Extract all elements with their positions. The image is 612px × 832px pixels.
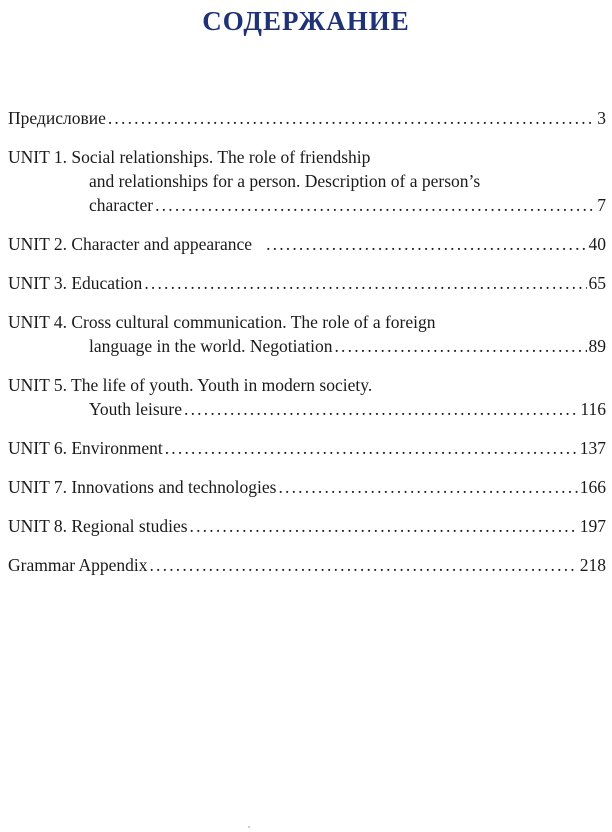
toc-entry-title: UNIT 8. Regional studies [8,516,188,536]
dot-leader [144,271,586,295]
toc-entry-line [8,106,606,130]
toc-entry-title: Youth leisure [89,399,183,419]
toc-page-number: 89 [588,336,606,356]
toc-entry-unit-4[interactable] [8,310,606,358]
dot-leader [184,397,578,421]
toc-entry-preface[interactable] [8,106,606,130]
toc-entry-line [8,436,606,460]
dot-leader [108,106,595,130]
toc-entry-unit-2[interactable] [8,232,606,256]
dot-leader [165,436,578,460]
toc-entry-title: Предисловие [8,108,106,128]
page-title: СОДЕРЖАНИЕ [202,6,410,36]
toc-entry-title: character [89,195,154,215]
toc-entry-unit-3[interactable] [8,271,606,295]
toc-entry-title: UNIT 2. Character and appearance [8,234,253,254]
toc-entry-unit-1[interactable] [8,145,606,217]
toc-entry-grammar-appendix[interactable] [8,553,606,577]
toc-entry-line [8,193,606,217]
toc-page-number: 197 [579,516,606,536]
toc-page-number: 7 [597,195,606,215]
toc-entry-title: language in the world. Negotiation [89,336,333,356]
toc-entry-title: UNIT 3. Education [8,273,143,293]
dot-leader [278,475,577,499]
toc-page-number: 116 [580,399,606,419]
toc-entry-unit-7[interactable] [8,475,606,499]
dot-leader [334,334,586,358]
toc-entry-line [8,553,606,577]
dot-leader [155,193,595,217]
toc-entry-title: UNIT 7. Innovations and technologies [8,477,277,497]
toc-entry-line [8,514,606,538]
toc-entry-line [8,271,606,295]
toc-entry-line [8,475,606,499]
toc-page-number: 166 [579,477,606,497]
toc-entry-line [8,397,606,421]
toc-entry-unit-5[interactable] [8,373,606,421]
dot-leader [190,514,578,538]
dot-leader [149,553,577,577]
toc-page-number: 65 [588,273,606,293]
toc-page-number: 3 [597,108,606,128]
toc-entry-title-line: UNIT 5. The life of youth. Youth in modern society. [8,375,373,395]
toc-entry-title: UNIT 6. Environment [8,438,163,458]
toc-entry-unit-6[interactable] [8,436,606,460]
toc-page-number: 40 [588,234,606,254]
dot-leader [266,232,586,256]
toc-entry-line [8,232,606,256]
toc-entry-unit-8[interactable] [8,514,606,538]
toc-entry-title: Grammar Appendix [8,555,148,575]
toc-page-number: 218 [579,555,606,575]
toc-entry-title-line: UNIT 4. Cross cultural communication. The role of a foreign [8,312,436,332]
scan-speck [248,826,250,828]
toc-page-number: 137 [579,438,606,458]
toc-entry-title-line: and relationships for a person. Description of a person’s [89,171,481,191]
table-of-contents [8,106,606,592]
toc-entry-title-line: UNIT 1. Social relationships. The role of friendship [8,147,371,167]
toc-entry-line [8,334,606,358]
